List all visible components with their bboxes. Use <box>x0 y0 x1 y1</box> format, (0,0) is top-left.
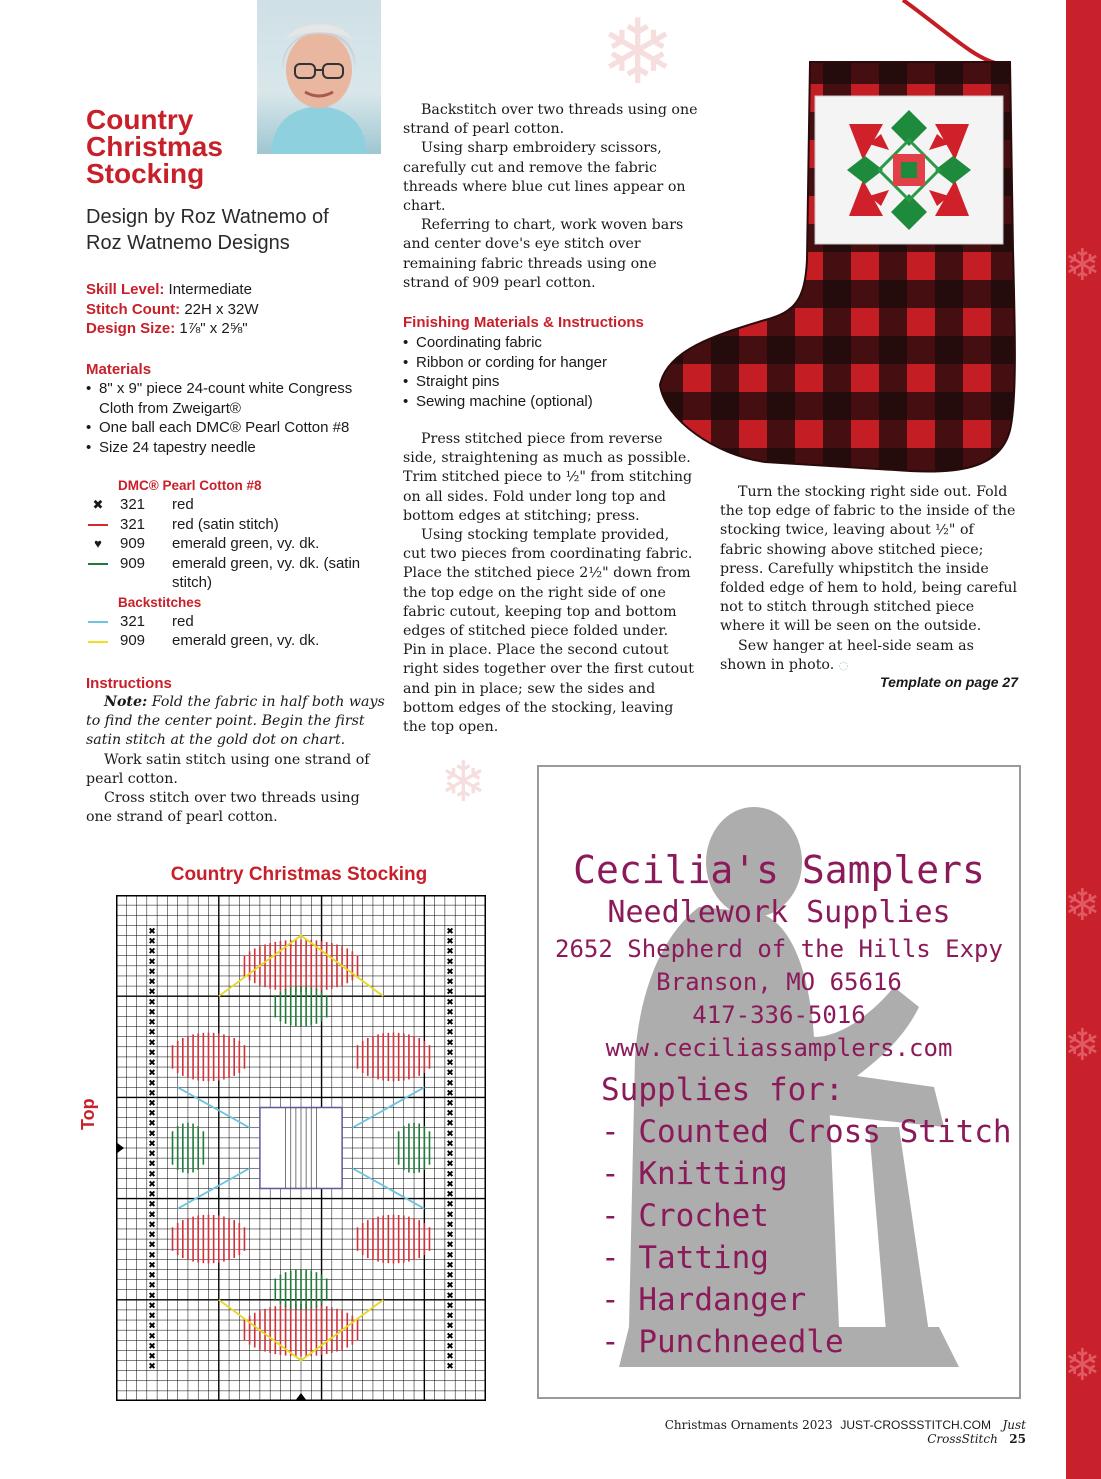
snowflake-icon: ❄ <box>1064 1020 1101 1071</box>
cross-stitch-mark: ✖ <box>148 987 156 998</box>
byline <box>86 204 346 256</box>
cross-stitch-mark: ✖ <box>148 1200 156 1211</box>
cross-stitch-mark: ✖ <box>446 1200 454 1211</box>
cross-stitch-mark: ✖ <box>446 1260 454 1271</box>
cross-stitch-mark: ✖ <box>446 1250 454 1261</box>
cross-stitch-mark: ✖ <box>148 1281 156 1292</box>
supply-item: - Counted Cross Stitch <box>601 1114 1012 1150</box>
supply-item: - Crochet <box>601 1198 769 1234</box>
cross-stitch-mark: ✖ <box>148 1210 156 1221</box>
key-row: ✖ 321 red <box>86 495 386 515</box>
chart-grid <box>116 895 486 1401</box>
paragraph: Sew hanger at heel-side seam as shown in photo. <box>720 637 974 673</box>
cross-stitch-mark: ✖ <box>446 967 454 978</box>
shop-website[interactable]: www.ceciliassamplers.com <box>605 1034 953 1062</box>
yellow-line-icon <box>86 631 110 651</box>
byline-line: Roz Watnemo Designs <box>86 232 290 254</box>
cross-stitch-mark: ✖ <box>446 1007 454 1018</box>
byline-line: Design by Roz Watnemo of <box>86 206 329 228</box>
chart-top-label: Top <box>78 1098 98 1130</box>
snowflake-icon: ❄ <box>440 750 487 815</box>
supply-item: - Punchneedle <box>601 1324 844 1360</box>
paragraph: Work satin stitch using one strand of pearl cotton. <box>86 751 370 787</box>
decorative-side-bar <box>1066 0 1101 1479</box>
list-item: • Size 24 tapestry needle <box>86 438 386 458</box>
chart-title: Country Christmas Stocking <box>170 864 428 885</box>
cross-stitch-mark: ✖ <box>446 1210 454 1221</box>
project-specs <box>86 280 386 457</box>
cross-stitch-mark: ✖ <box>446 1240 454 1251</box>
cross-stitch-mark: ✖ <box>446 1321 454 1332</box>
list-item: • 8" x 9" piece 24-count white Congress Cloth from Zweigart® <box>86 379 386 418</box>
cross-stitch-mark: ✖ <box>148 1058 156 1069</box>
finishing-continued <box>720 483 1020 675</box>
cross-stitch-mark: ✖ <box>148 1362 156 1373</box>
backstitch-heading: Backstitches <box>118 594 202 610</box>
blue-line-icon <box>86 612 110 632</box>
cross-stitch-mark: ✖ <box>446 1028 454 1039</box>
cross-stitch-mark: ✖ <box>148 1321 156 1332</box>
cross-stitch-mark: ✖ <box>446 1159 454 1170</box>
cross-stitch-mark: ✖ <box>446 1352 454 1363</box>
cross-stitch-mark: ✖ <box>148 1018 156 1029</box>
cross-stitch-mark: ✖ <box>148 1129 156 1140</box>
cross-stitch-mark: ✖ <box>148 1159 156 1170</box>
cross-stitch-mark: ✖ <box>148 1028 156 1039</box>
cross-stitch-mark: ✖ <box>446 987 454 998</box>
supplies-heading: Supplies for: <box>601 1072 844 1108</box>
snowflake-icon: ❄ <box>1064 1340 1101 1391</box>
title-line: Christmas <box>86 131 223 162</box>
cross-stitch-mark: ✖ <box>446 1018 454 1029</box>
instructions-heading: Instructions <box>86 675 172 692</box>
cross-stitch-mark: ✖ <box>148 1220 156 1231</box>
list-item: • Straight pins <box>403 372 701 392</box>
footer-brand: Just CrossStitch <box>927 1418 1026 1446</box>
cross-stitch-mark: ✖ <box>446 1362 454 1373</box>
list-item: • One ball each DMC® Pearl Cotton #8 <box>86 418 386 438</box>
design-size-label: Design Size: <box>86 320 176 337</box>
cross-stitch-mark: ✖ <box>446 1230 454 1241</box>
supply-item: - Knitting <box>601 1156 788 1192</box>
title-line: Stocking <box>86 158 205 189</box>
title-line: Country <box>86 104 194 135</box>
cross-stitch-mark: ✖ <box>148 1331 156 1342</box>
paragraph: Press stitched piece from reverse side, straightening as much as possible. Trim stitched piece to ½" from stitching on all sides. Fold under long top and bottom edges at stitching; press. <box>403 431 693 524</box>
key-row: ♥ 909 emerald green, vy. dk. <box>86 534 386 554</box>
cross-stitch-mark: ✖ <box>446 1109 454 1120</box>
cross-stitch-mark: ✖ <box>148 937 156 948</box>
cross-stitch-mark: ✖ <box>148 1139 156 1150</box>
cross-stitch-mark: ✖ <box>446 1291 454 1302</box>
cross-stitch-mark: ✖ <box>446 1190 454 1201</box>
cross-stitch-mark: ✖ <box>446 1038 454 1049</box>
cross-stitch-mark: ✖ <box>446 947 454 958</box>
cross-stitch-mark: ✖ <box>446 1341 454 1352</box>
key-heading: DMC® Pearl Cotton #8 <box>118 478 262 493</box>
key-row: 321 red <box>86 612 386 632</box>
snowflake-icon: ❄ <box>600 0 676 105</box>
cross-stitch-mark: ✖ <box>446 1099 454 1110</box>
stocking-photo <box>655 0 1063 480</box>
shop-tagline: Needlework Supplies <box>607 895 951 930</box>
cross-stitch-mark: ✖ <box>148 1179 156 1190</box>
cross-stitch-mark: ✖ <box>148 977 156 988</box>
cross-stitch-mark: ✖ <box>446 926 454 937</box>
green-line-icon <box>86 554 110 574</box>
paragraph: Turn the stocking right side out. Fold the top edge of fabric to the inside of the stocking twice, leaving about ½" of fabric showing above stitched piece; press. Carefully whipstitch the inside folded edge of hem to hold, being careful not to stitch through stitched piece where it will be seen on the outside. <box>720 484 1017 635</box>
cross-stitch-mark: ✖ <box>446 1169 454 1180</box>
list-item: • Ribbon or cording for hanger <box>403 353 701 373</box>
cross-stitch-mark: ✖ <box>446 957 454 968</box>
cross-stitch-mark: ✖ <box>148 947 156 958</box>
stitch-count-label: Stitch Count: <box>86 300 181 318</box>
cross-stitch-mark: ✖ <box>446 977 454 988</box>
instructions-section <box>86 674 386 827</box>
cross-stitch-mark: ✖ <box>446 1271 454 1282</box>
list-item: • Sewing machine (optional) <box>403 392 701 412</box>
cross-stitch-mark: ✖ <box>148 1048 156 1059</box>
cross-stitch-mark: ✖ <box>148 1311 156 1322</box>
note-text: Fold the fabric in half both ways to find the center point. Begin the first satin stitch at the gold dot on chart. <box>86 694 385 749</box>
cross-stitch-mark: ✖ <box>148 1240 156 1251</box>
supply-item: - Tatting <box>601 1240 769 1276</box>
cross-stitch-mark: ✖ <box>446 997 454 1008</box>
cross-stitch-mark: ✖ <box>446 1149 454 1160</box>
cross-stitch-mark: ✖ <box>446 1179 454 1190</box>
cross-stitch-mark: ✖ <box>446 1068 454 1079</box>
note-label: Note: <box>104 694 148 710</box>
cross-stitch-icon: ✖ <box>92 497 104 512</box>
cross-stitch-mark: ✖ <box>446 1078 454 1089</box>
finishing-heading: Finishing Materials & Instructions <box>403 314 644 331</box>
designer-photo <box>257 0 381 154</box>
cross-stitch-mark: ✖ <box>148 926 156 937</box>
paragraph: Referring to chart, work woven bars and center dove's eye stitch over remaining fabric threads using one strand of 909 pearl cotton. <box>403 217 684 291</box>
cross-stitch-mark: ✖ <box>148 1038 156 1049</box>
cross-stitch-mark: ✖ <box>446 1048 454 1059</box>
list-item: • Coordinating fabric <box>403 333 701 353</box>
cross-stitch-mark: ✖ <box>148 997 156 1008</box>
materials-list <box>86 379 386 457</box>
snowflake-icon: ❄ <box>1064 880 1101 931</box>
cross-stitch-mark: ✖ <box>148 1119 156 1130</box>
paragraph: Backstitch over two threads using one strand of pearl cotton. <box>403 102 698 138</box>
skill-label: Skill Level: <box>86 281 165 298</box>
cross-stitch-mark: ✖ <box>148 1352 156 1363</box>
article-title <box>86 106 246 187</box>
key-row: 909 emerald green, vy. dk. (satin stitch) <box>86 554 386 593</box>
stitch-chart <box>116 895 486 1401</box>
cross-stitch-mark: ✖ <box>446 1281 454 1292</box>
cross-stitch-mark: ✖ <box>148 1068 156 1079</box>
cross-stitch-mark: ✖ <box>148 1291 156 1302</box>
ad-supplies <box>601 1069 1021 1363</box>
cross-stitch-mark: ✖ <box>148 1271 156 1282</box>
cross-stitch-mark: ✖ <box>148 1007 156 1018</box>
cross-stitch-mark: ✖ <box>446 1088 454 1099</box>
skill-value: Intermediate <box>168 281 252 298</box>
heart-icon: ♥ <box>94 536 102 551</box>
ad-address <box>539 847 1019 1065</box>
footer-magazine: Christmas Ornaments 2023 <box>664 1418 833 1432</box>
template-reference: Template on page 27 <box>880 674 1018 690</box>
cross-stitch-mark: ✖ <box>148 1099 156 1110</box>
cross-stitch-mark: ✖ <box>446 937 454 948</box>
color-key <box>86 476 386 651</box>
cross-stitch-mark: ✖ <box>148 1230 156 1241</box>
cross-stitch-mark: ✖ <box>148 1169 156 1180</box>
cross-stitch-mark: ✖ <box>148 957 156 968</box>
snowflake-icon: ❄ <box>1064 240 1101 291</box>
paragraph: Using sharp embroidery scissors, carefully cut and remove the fabric threads where blue cut lines appear on chart. <box>403 140 686 215</box>
page-footer <box>596 1418 1026 1446</box>
cross-stitch-mark: ✖ <box>148 967 156 978</box>
cross-stitch-mark: ✖ <box>446 1119 454 1130</box>
cross-stitch-mark: ✖ <box>446 1331 454 1342</box>
supply-item: - Hardanger <box>601 1282 807 1318</box>
materials-heading: Materials <box>86 360 152 378</box>
stitch-count-value: 22H x 32W <box>184 300 259 318</box>
key-row: 909 emerald green, vy. dk. <box>86 631 386 651</box>
shop-phone: 417-336-5016 <box>692 1001 866 1029</box>
shop-name: Cecilia's Samplers <box>573 848 985 892</box>
cross-stitch-mark: ✖ <box>148 1109 156 1120</box>
key-row: 321 red (satin stitch) <box>86 515 386 535</box>
cross-stitch-mark: ✖ <box>148 1078 156 1089</box>
cross-stitch-mark: ✖ <box>446 1220 454 1231</box>
cross-stitch-mark: ✖ <box>148 1250 156 1261</box>
paragraph: Using stocking template provided, cut two pieces from coordinating fabric. Place the stitched piece 2½" down from the top edge on the right side of one fabric cutout, keeping top and bottom edges of stitched piece folded under. Pin in place. Place the second cutout right sides together over the first cutout and pin in place; sew the sides and bottom edges of the stocking, leaving the top open. <box>403 527 694 736</box>
advertisement <box>537 765 1021 1399</box>
cross-stitch-mark: ✖ <box>446 1301 454 1312</box>
paragraph: Cross stitch over two threads using one strand of pearl cotton. <box>86 790 360 826</box>
red-line-icon <box>86 515 110 535</box>
footer-site[interactable]: JUST-CROSSSTITCH.COM <box>840 1418 992 1432</box>
cross-stitch-mark: ✖ <box>148 1190 156 1201</box>
cross-stitch-mark: ✖ <box>446 1129 454 1140</box>
end-mark-icon: ◌ <box>838 658 849 672</box>
cross-stitch-mark: ✖ <box>148 1260 156 1271</box>
shop-street: 2652 Shepherd of the Hills Expy <box>555 935 1003 963</box>
design-size-value: 1⅞" x 2⅝" <box>179 320 248 337</box>
cross-stitch-mark: ✖ <box>148 1149 156 1160</box>
cross-stitch-mark: ✖ <box>148 1301 156 1312</box>
cross-stitch-mark: ✖ <box>446 1311 454 1322</box>
cross-stitch-mark: ✖ <box>148 1088 156 1099</box>
shop-city: Branson, MO 65616 <box>656 968 902 996</box>
cross-stitch-mark: ✖ <box>148 1341 156 1352</box>
page-number: 25 <box>1009 1432 1026 1446</box>
cross-stitch-mark: ✖ <box>446 1058 454 1069</box>
cross-stitch-mark: ✖ <box>446 1139 454 1150</box>
